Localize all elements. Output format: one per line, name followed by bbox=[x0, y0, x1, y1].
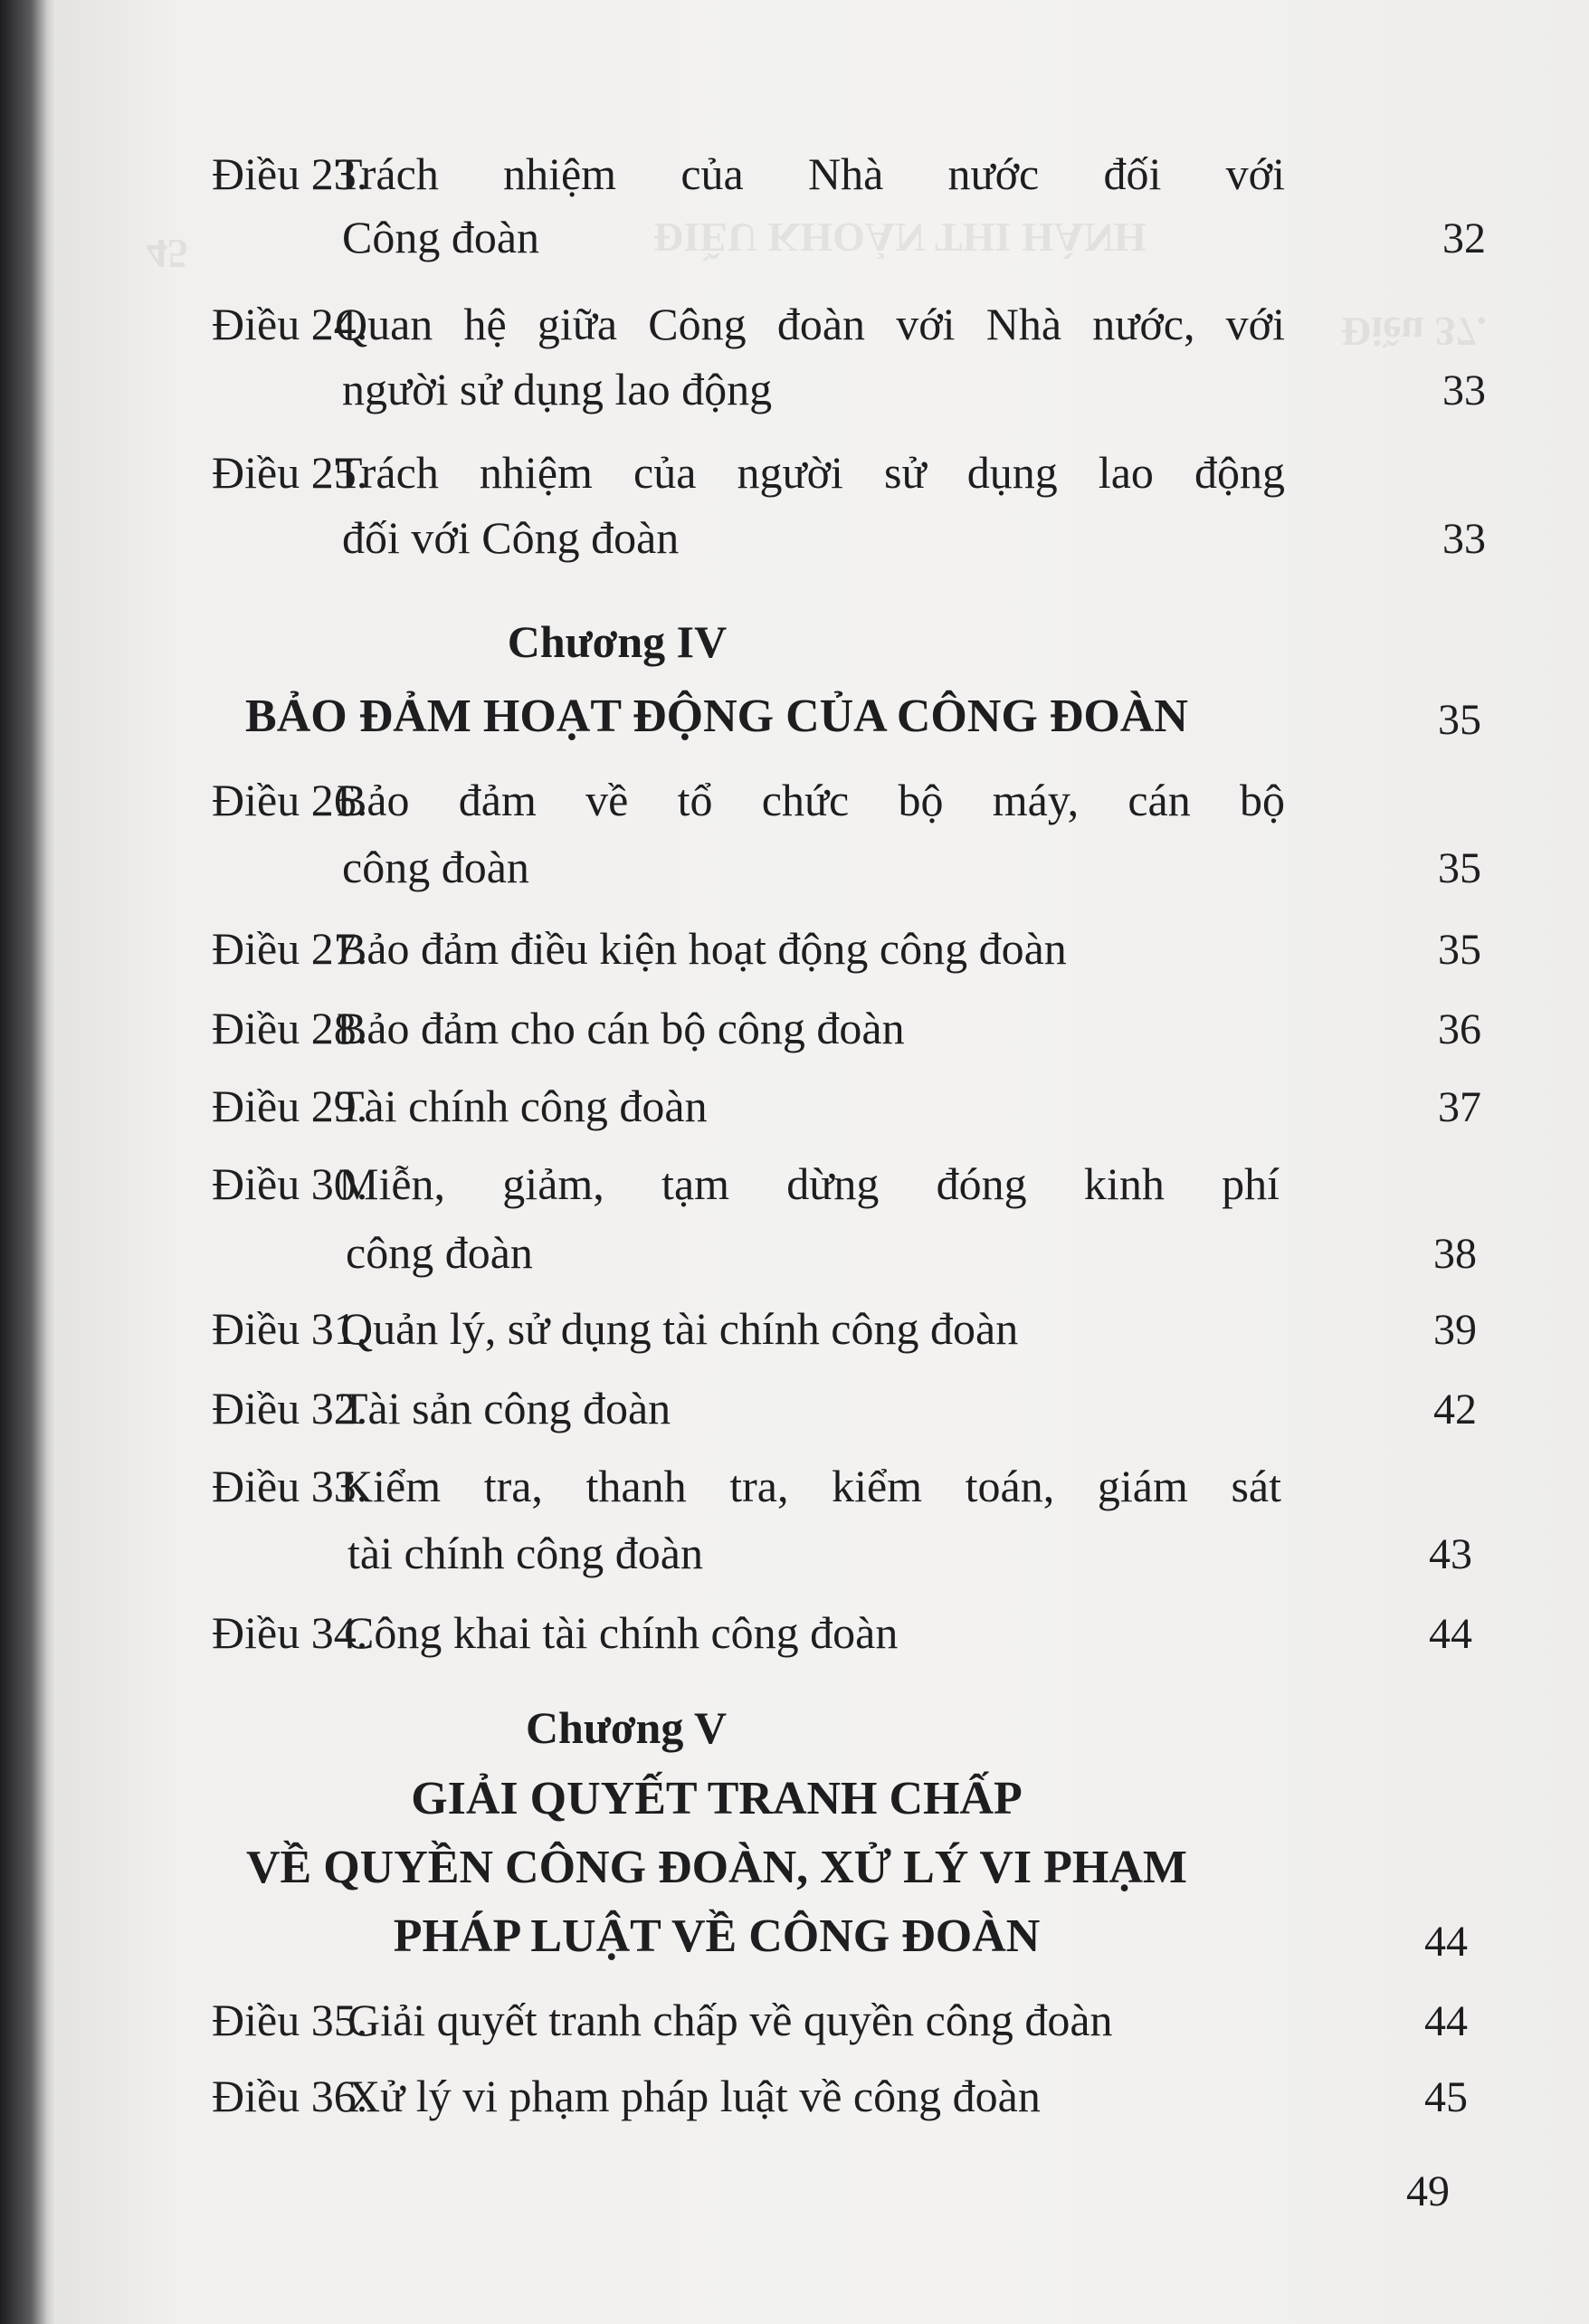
bleed-through-article: Điều 37. bbox=[1341, 309, 1487, 355]
page-number: 38 bbox=[1433, 1230, 1477, 1278]
article-title: Bảo đảm điều kiện hoạt động công đoàn bbox=[337, 923, 1067, 974]
page-number: 43 bbox=[1429, 1530, 1472, 1578]
article-title-line2: đối với Công đoàn bbox=[342, 512, 680, 563]
page-number: 33 bbox=[1442, 367, 1486, 414]
article-number: Điều 26. bbox=[212, 775, 368, 825]
article-title-line2: người sử dụng lao động bbox=[342, 364, 773, 414]
article-title-line1: Kiểm tra, thanh tra, kiểm toán, giám sát bbox=[340, 1461, 1281, 1511]
article-number: Điều 28. bbox=[212, 1003, 368, 1053]
page-number: 44 bbox=[1429, 1610, 1472, 1658]
article-number: Điều 29. bbox=[212, 1081, 368, 1131]
article-number: Điều 24. bbox=[212, 299, 368, 349]
article-title-line1: Miễn, giảm, tạm dừng đóng kinh phí bbox=[338, 1158, 1280, 1209]
article-title: Quản lý, sử dụng tài chính công đoàn bbox=[340, 1303, 1019, 1354]
chapter-label: Chương IV bbox=[507, 616, 728, 667]
article-number: Điều 25. bbox=[212, 447, 368, 498]
article-number: Điều 30. bbox=[212, 1158, 368, 1209]
article-title-line2: công đoàn bbox=[346, 1227, 533, 1278]
page-number: 39 bbox=[1433, 1306, 1477, 1354]
page-number: 44 bbox=[1424, 1997, 1468, 2045]
article-title-line1: Quan hệ giữa Công đoàn với Nhà nước, với bbox=[335, 299, 1285, 349]
chapter-title-line3: PHÁP LUẬT VỀ CÔNG ĐOÀN bbox=[393, 1910, 1041, 1962]
page-number: 45 bbox=[1424, 2073, 1468, 2121]
page-number: 32 bbox=[1442, 214, 1486, 262]
article-title-line2: công đoàn bbox=[342, 842, 529, 892]
book-page bbox=[56, 0, 1589, 2324]
article-title-line2: Công đoàn bbox=[342, 212, 540, 262]
chapter-title: BẢO ĐẢM HOẠT ĐỘNG CỦA CÔNG ĐOÀN bbox=[245, 691, 1188, 742]
book-spine-shadow bbox=[0, 0, 56, 2324]
article-title: Xử lý vi phạm pháp luật về công đoàn bbox=[347, 2071, 1041, 2121]
article-number: Điều 35. bbox=[212, 1995, 368, 2045]
article-title-line2: tài chính công đoàn bbox=[347, 1528, 703, 1578]
article-number: Điều 27. bbox=[212, 923, 368, 974]
page-number: 35 bbox=[1438, 844, 1481, 892]
page-number: 36 bbox=[1438, 1005, 1481, 1053]
chapter-page-number: 44 bbox=[1424, 1918, 1468, 1966]
article-number: Điều 33. bbox=[212, 1461, 368, 1511]
article-number: Điều 32. bbox=[212, 1383, 368, 1433]
article-title-line1: Trách nhiệm của Nhà nước đối với bbox=[335, 148, 1285, 199]
chapter-label: Chương V bbox=[525, 1702, 728, 1753]
bleed-through-heading: ĐIỀU KHOẢN THI HÀNH bbox=[653, 214, 1147, 261]
page-number: 42 bbox=[1433, 1386, 1477, 1433]
article-title-line1: Bảo đảm về tổ chức bộ máy, cán bộ bbox=[337, 775, 1285, 825]
article-number: Điều 23. bbox=[212, 148, 368, 199]
page-number: 37 bbox=[1438, 1083, 1481, 1131]
article-number: Điều 36. bbox=[212, 2071, 368, 2121]
article-title: Tài sản công đoàn bbox=[340, 1383, 671, 1433]
article-title: Bảo đảm cho cán bộ công đoàn bbox=[337, 1003, 905, 1053]
page-number: 33 bbox=[1442, 515, 1486, 563]
chapter-page-number: 35 bbox=[1438, 696, 1481, 744]
folio-page-number: 49 bbox=[1406, 2167, 1450, 2215]
article-number: Điều 31. bbox=[212, 1303, 368, 1354]
article-title: Tài chính công đoàn bbox=[337, 1081, 708, 1131]
article-title: Công khai tài chính công đoàn bbox=[344, 1607, 899, 1658]
bleed-through-page-number: 45 bbox=[147, 231, 188, 277]
chapter-title-line2: VỀ QUYỀN CÔNG ĐOÀN, XỬ LÝ VI PHẠM bbox=[246, 1842, 1187, 1893]
article-title-line1: Trách nhiệm của người sử dụng lao động bbox=[335, 447, 1285, 498]
page-number: 35 bbox=[1438, 926, 1481, 974]
article-title: Giải quyết tranh chấp về quyền công đoàn bbox=[347, 1995, 1113, 2045]
chapter-title-line1: GIẢI QUYẾT TRANH CHẤP bbox=[411, 1773, 1023, 1824]
article-number: Điều 34. bbox=[212, 1607, 368, 1658]
